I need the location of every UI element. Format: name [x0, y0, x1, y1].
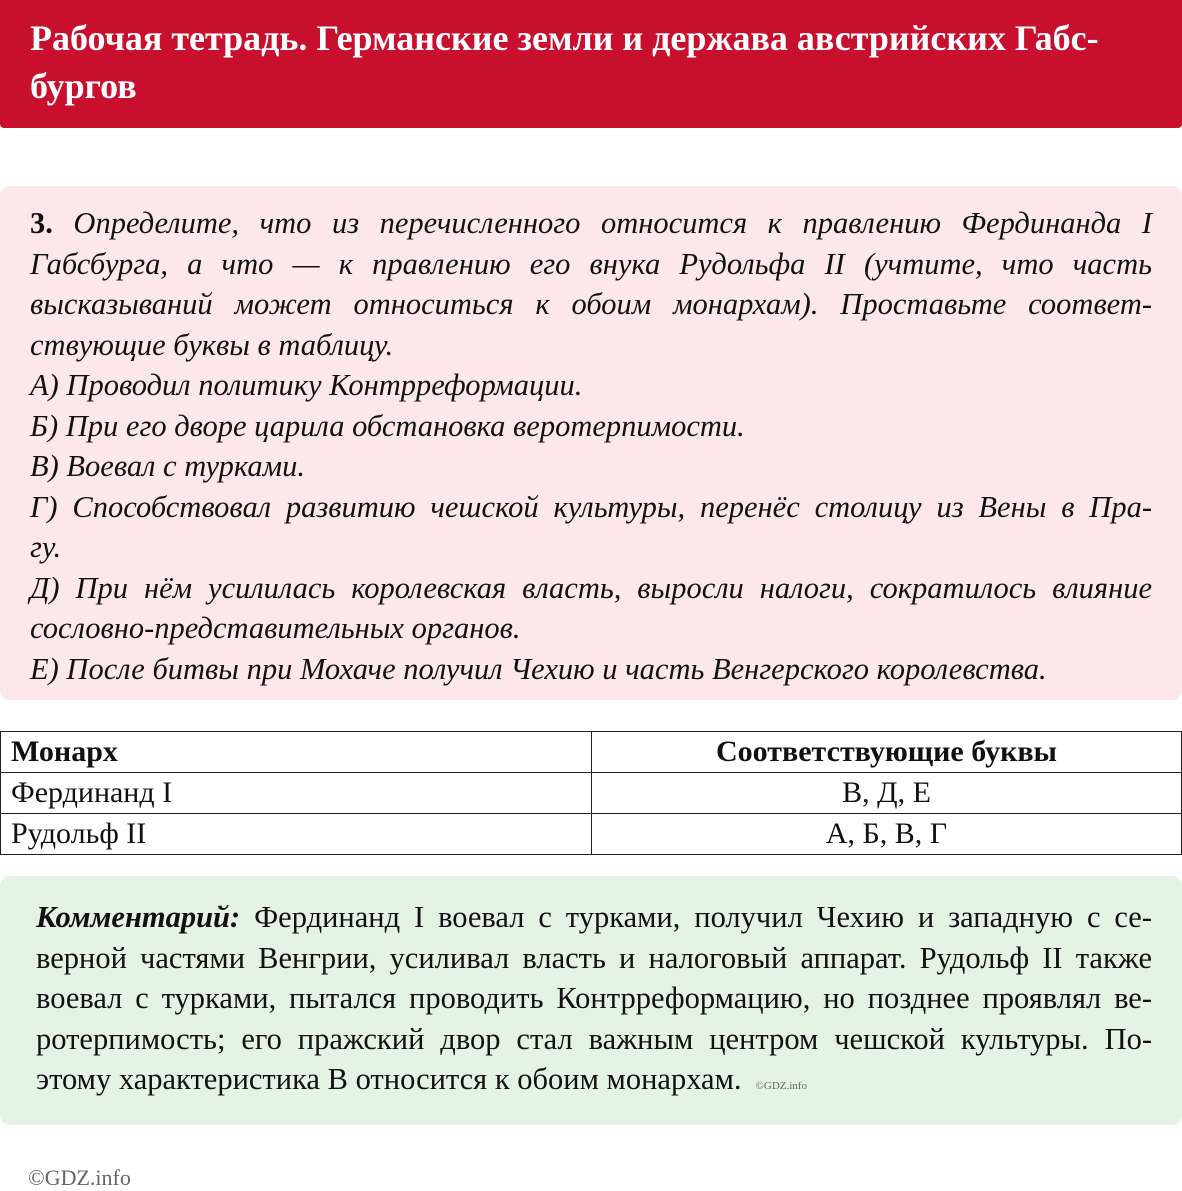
task-block — [0, 186, 1182, 700]
page-title-line-2: бургов — [30, 66, 137, 106]
answer-table — [0, 731, 1182, 855]
comment-block — [0, 876, 1182, 1125]
comment-line: верной частями Венгрии, усиливал власть и налоговый аппарат. Рудольф II также — [36, 940, 1152, 975]
comment-line — [36, 897, 1152, 938]
option-e: Е) После битвы при Мохаче получил Чехию и часть Венгерского королевства. — [30, 651, 1047, 686]
option-d-line-2: сословно-представительных органов. — [30, 611, 521, 645]
table-cell-letters: В, Д, Е — [592, 773, 1182, 814]
task-line: высказываний может относиться к обоим монархам). Проставьте соответ- — [30, 287, 1152, 321]
table-row — [1, 814, 1182, 855]
page-header — [0, 0, 1182, 128]
page-title-line-1: Рабочая тетрадь. Германские земли и держава австрийских Габс- — [30, 18, 1099, 58]
option-g-line-1: Г) Способствовал развитию чешской культуры, перенёс столицу из Вены в Пра- — [30, 489, 1152, 524]
table-cell-letters: А, Б, В, Г — [592, 814, 1182, 855]
comment-last-line: этому характеристика В относится к обоим монархам. — [36, 1062, 742, 1096]
watermark-copyright: ©GDZ.info — [755, 1080, 807, 1092]
table-cell-monarch: Фердинанд I — [1, 773, 592, 814]
task-number: 3. — [30, 206, 53, 240]
table-cell-monarch: Рудольф II — [1, 814, 592, 855]
comment-label: Комментарий: — [36, 900, 241, 934]
table-header-row — [1, 732, 1182, 773]
comment-text: Фердинанд I воевал с турками, получил Чехию и западную с се- — [240, 900, 1152, 934]
table-row — [1, 773, 1182, 814]
task-line: ствующие буквы в таблицу. — [30, 327, 394, 362]
option-v: В) Воевал с турками. — [30, 449, 305, 483]
comment-line — [36, 1059, 1152, 1107]
task-text: Определите, что из перечисленного относится к правлению Фердинанда I — [52, 206, 1152, 240]
task-line — [30, 203, 1152, 244]
option-b: Б) При его дворе царила обстановка веротерпимости. — [30, 408, 745, 443]
comment-line: воевал с турками, пытался проводить Контрреформацию, но позднее проявлял ве- — [36, 981, 1152, 1015]
comment-line: ротерпимость; его пражский двор стал важным центром чешской культуры. По- — [36, 1021, 1152, 1056]
option-g-line-2: гу. — [30, 530, 62, 564]
option-a: А) Проводил политику Контрреформации. — [30, 368, 583, 402]
column-header-letters: Соответствующие буквы — [592, 732, 1182, 773]
column-header-monarch: Монарх — [1, 732, 592, 773]
footer-copyright: ©GDZ.info — [28, 1165, 131, 1190]
task-line: Габсбурга, а что — к правлению его внука Рудольфа II (учтите, что часть — [30, 246, 1152, 281]
option-d-line-1: Д) При нём усилилась королевская власть, выросли налоги, сократилось влияние — [30, 570, 1152, 605]
